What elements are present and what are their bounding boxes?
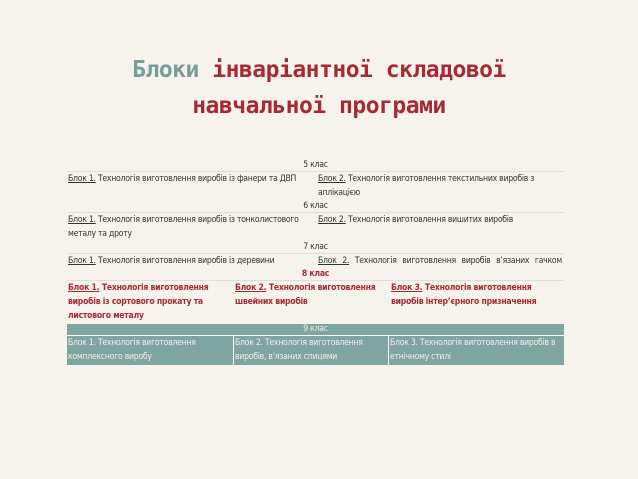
title-word-invariant: інваріантної складової (212, 57, 506, 83)
grade7-block2-text: Технологія виготовлення виробів в’язаних гачком (349, 256, 562, 266)
grade9-row (67, 336, 564, 365)
curriculum-table (67, 160, 564, 365)
grade8-block1 (67, 281, 234, 324)
grade8-block3 (390, 281, 564, 324)
grade9-block1: Блок 1. Технологія виготовлення комплексного виробу (67, 336, 234, 365)
grade6-header: 6 клас (67, 201, 564, 213)
grade7-block1 (67, 254, 317, 269)
grade7-block2 (317, 254, 564, 269)
grade8-block1-text: Технологія виготовлення виробів із сортового прокату та листового металу (68, 283, 209, 321)
grade5-block2-text: Технологія виготовлення текстильних виробів з аплікацією (318, 174, 535, 198)
slide-title (0, 52, 638, 124)
grade8-block2-label: Блок 2. (235, 283, 267, 293)
grade8-row (67, 281, 564, 324)
grade7-block1-text: Технологія виготовлення виробів із деревини (95, 256, 275, 266)
grade6-block2-label: Блок 2. (318, 215, 346, 225)
grade5-block1 (67, 172, 317, 201)
grade8-block3-label: Блок 3. (391, 283, 423, 293)
title-line-program: навчальної програми (192, 93, 446, 119)
grade9-header: 9 клас (67, 324, 564, 336)
grade5-row (67, 172, 564, 201)
title-word-blocks: Блоки (132, 57, 199, 83)
grade6-block1-label: Блок 1. (68, 215, 96, 225)
grade5-header: 5 клас (67, 160, 564, 172)
grade5-block2 (317, 172, 564, 201)
grade6-block1-text: Технологія виготовлення виробів із тонколистового металу та дроту (68, 215, 299, 239)
grade6-block1 (67, 213, 317, 242)
grade8-block2-text: Технологія виготовлення швейних виробів (235, 283, 376, 307)
grade5-block1-text: Технологія виготовлення виробів із фанери та ДВП (95, 174, 297, 184)
grade6-block2 (317, 213, 564, 242)
grade5-block2-label: Блок 2. (318, 174, 346, 184)
grade8-block3-text: Технологія виготовлення виробів інтер’єрного призначення (391, 283, 537, 307)
grade6-row (67, 213, 564, 242)
grade9-block2: Блок 2. Технологія виготовлення виробів, в’язаних спицями (234, 336, 389, 365)
grade6-block2-text: Технологія виготовлення вишитих виробів (345, 215, 514, 225)
grade5-block1-label: Блок 1. (68, 174, 96, 184)
grade8-header: 8 клас (67, 269, 564, 281)
grade7-header: 7 клас (67, 242, 564, 254)
grade8-block1-label: Блок 1. (68, 283, 100, 293)
grade9-block3: Блок 3. Технологія виготовлення виробів в етнічному стилі (389, 336, 564, 365)
grade7-block2-label: Блок 2. (318, 256, 350, 266)
grade7-block1-label: Блок 1. (68, 256, 96, 266)
grade7-row (67, 254, 564, 269)
grade8-block2 (234, 281, 390, 324)
